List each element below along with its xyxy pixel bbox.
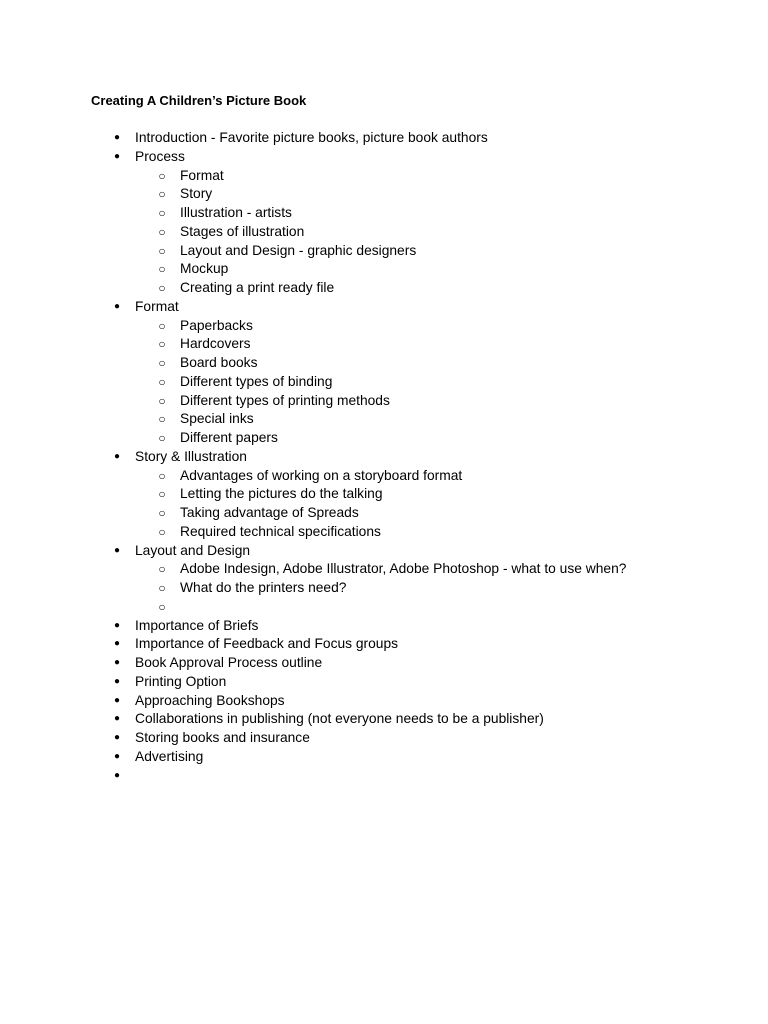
outline-item bbox=[0, 710, 768, 729]
outline-item bbox=[0, 148, 768, 167]
filled-bullet-icon: ● bbox=[113, 619, 121, 631]
outline-subitem bbox=[0, 260, 768, 279]
hollow-bullet-icon: ○ bbox=[158, 581, 166, 595]
outline-subitem bbox=[0, 335, 768, 354]
outline-item-text: Collaborations in publishing (not everyone needs to be a publisher) bbox=[135, 711, 544, 727]
filled-bullet-icon: ● bbox=[113, 300, 121, 312]
filled-bullet-icon: ● bbox=[113, 450, 121, 462]
document-title: Creating A Children’s Picture Book bbox=[91, 93, 307, 108]
outline-item-text: Different papers bbox=[180, 430, 278, 445]
outline-subitem bbox=[0, 467, 768, 486]
hollow-bullet-icon: ○ bbox=[158, 506, 166, 520]
outline-item-text: Story bbox=[180, 186, 213, 202]
outline-item-text: Layout and Design bbox=[135, 542, 251, 558]
outline-item bbox=[0, 298, 768, 317]
outline-item-text: Paperbacks bbox=[180, 317, 253, 333]
outline-item bbox=[0, 448, 768, 467]
outline-item bbox=[0, 617, 768, 636]
outline-item-text: Printing Option bbox=[135, 673, 227, 689]
filled-bullet-icon: ● bbox=[113, 694, 121, 706]
outline-item-text: Board books bbox=[180, 355, 258, 370]
outline-subitem bbox=[0, 504, 768, 523]
outline-subitem bbox=[0, 279, 768, 298]
outline-item-text: Story & Illustration bbox=[135, 448, 247, 464]
hollow-bullet-icon: ○ bbox=[158, 337, 166, 352]
outline-subitem bbox=[0, 373, 768, 392]
hollow-bullet-icon: ○ bbox=[158, 224, 166, 239]
outline-subitem bbox=[0, 579, 768, 598]
hollow-bullet-icon: ○ bbox=[158, 412, 166, 427]
outline-item-text: Creating a print ready file bbox=[180, 280, 335, 295]
outline-item bbox=[0, 748, 768, 767]
outline-subitem bbox=[0, 167, 768, 186]
hollow-bullet-icon: ○ bbox=[158, 243, 166, 258]
outline-subitem bbox=[0, 354, 768, 373]
filled-bullet-icon: ● bbox=[113, 657, 121, 668]
filled-bullet-icon: ● bbox=[113, 769, 121, 781]
outline-item-text: Introduction - Favorite picture books, picture book authors bbox=[135, 130, 488, 145]
outline-item-text: Mockup bbox=[180, 261, 229, 277]
hollow-bullet-icon: ○ bbox=[158, 374, 166, 389]
outline-subitem bbox=[0, 185, 768, 204]
filled-bullet-icon: ● bbox=[113, 732, 121, 743]
hollow-bullet-icon: ○ bbox=[158, 487, 166, 502]
hollow-bullet-icon: ○ bbox=[158, 206, 166, 220]
hollow-bullet-icon: ○ bbox=[158, 599, 166, 614]
outline-item-text: Different types of binding bbox=[180, 373, 333, 389]
outline-subitem bbox=[0, 598, 768, 617]
outline-item-text: Letting the pictures do the talking bbox=[180, 486, 383, 502]
filled-bullet-icon: ● bbox=[113, 750, 121, 762]
filled-bullet-icon: ● bbox=[113, 713, 121, 725]
outline-item bbox=[0, 673, 768, 692]
filled-bullet-icon: ● bbox=[113, 638, 121, 650]
filled-bullet-icon: ● bbox=[113, 544, 121, 556]
outline-item bbox=[0, 692, 768, 711]
hollow-bullet-icon: ○ bbox=[158, 468, 166, 483]
outline-item bbox=[0, 635, 768, 654]
filled-bullet-icon: ● bbox=[113, 675, 121, 687]
hollow-bullet-icon: ○ bbox=[158, 356, 166, 370]
hollow-bullet-icon: ○ bbox=[158, 431, 166, 445]
outline-subitem bbox=[0, 242, 768, 261]
outline-item-text: Taking advantage of Spreads bbox=[180, 505, 359, 520]
hollow-bullet-icon: ○ bbox=[158, 318, 166, 333]
outline-item-text: Book Approval Process outline bbox=[135, 655, 323, 670]
outline-item-text: Importance of Briefs bbox=[135, 617, 259, 633]
outline-item bbox=[0, 767, 768, 786]
outline-item-text: Format bbox=[180, 167, 224, 183]
outline-subitem bbox=[0, 317, 768, 336]
filled-bullet-icon: ● bbox=[113, 150, 121, 162]
filled-bullet-icon: ● bbox=[113, 132, 121, 143]
outline-item-text: Required technical specifications bbox=[180, 523, 381, 539]
hollow-bullet-icon: ○ bbox=[158, 281, 166, 295]
outline-subitem bbox=[0, 392, 768, 411]
outline-item-text: Layout and Design - graphic designers bbox=[180, 242, 417, 258]
outline-subitem bbox=[0, 204, 768, 223]
outline-item-text: Illustration - artists bbox=[180, 205, 292, 220]
outline-item bbox=[0, 542, 768, 561]
outline-item bbox=[0, 129, 768, 148]
outline-item-text: Advertising bbox=[135, 748, 204, 764]
hollow-bullet-icon: ○ bbox=[158, 524, 166, 539]
outline-subitem bbox=[0, 560, 768, 579]
outline-item-text: What do the printers need? bbox=[180, 580, 347, 595]
outline-subitem bbox=[0, 410, 768, 429]
outline-item bbox=[0, 729, 768, 748]
outline-item-text: Storing books and insurance bbox=[135, 730, 310, 745]
outline-item-text: Adobe Indesign, Adobe Illustrator, Adobe Photoshop - what to use when? bbox=[180, 561, 627, 577]
hollow-bullet-icon: ○ bbox=[158, 168, 166, 183]
hollow-bullet-icon: ○ bbox=[158, 262, 166, 277]
outline-item-text: Stages of illustration bbox=[180, 223, 305, 239]
outline-subitem bbox=[0, 429, 768, 448]
hollow-bullet-icon: ○ bbox=[158, 562, 166, 577]
outline-list bbox=[0, 129, 768, 785]
hollow-bullet-icon: ○ bbox=[158, 187, 166, 202]
outline-subitem bbox=[0, 485, 768, 504]
outline-subitem bbox=[0, 223, 768, 242]
outline-item-text: Advantages of working on a storyboard format bbox=[180, 467, 463, 483]
outline-item-text: Different types of printing methods bbox=[180, 392, 390, 408]
outline-item-text: Hardcovers bbox=[180, 336, 251, 352]
outline-subitem bbox=[0, 523, 768, 542]
outline-item-text: Format bbox=[135, 298, 179, 314]
outline-item-text: Special inks bbox=[180, 411, 254, 427]
outline-item-text: Process bbox=[135, 148, 185, 164]
outline-item-text: Approaching Bookshops bbox=[135, 692, 285, 708]
outline-item-text: Importance of Feedback and Focus groups bbox=[135, 636, 399, 652]
hollow-bullet-icon: ○ bbox=[158, 393, 166, 408]
outline-item bbox=[0, 654, 768, 673]
